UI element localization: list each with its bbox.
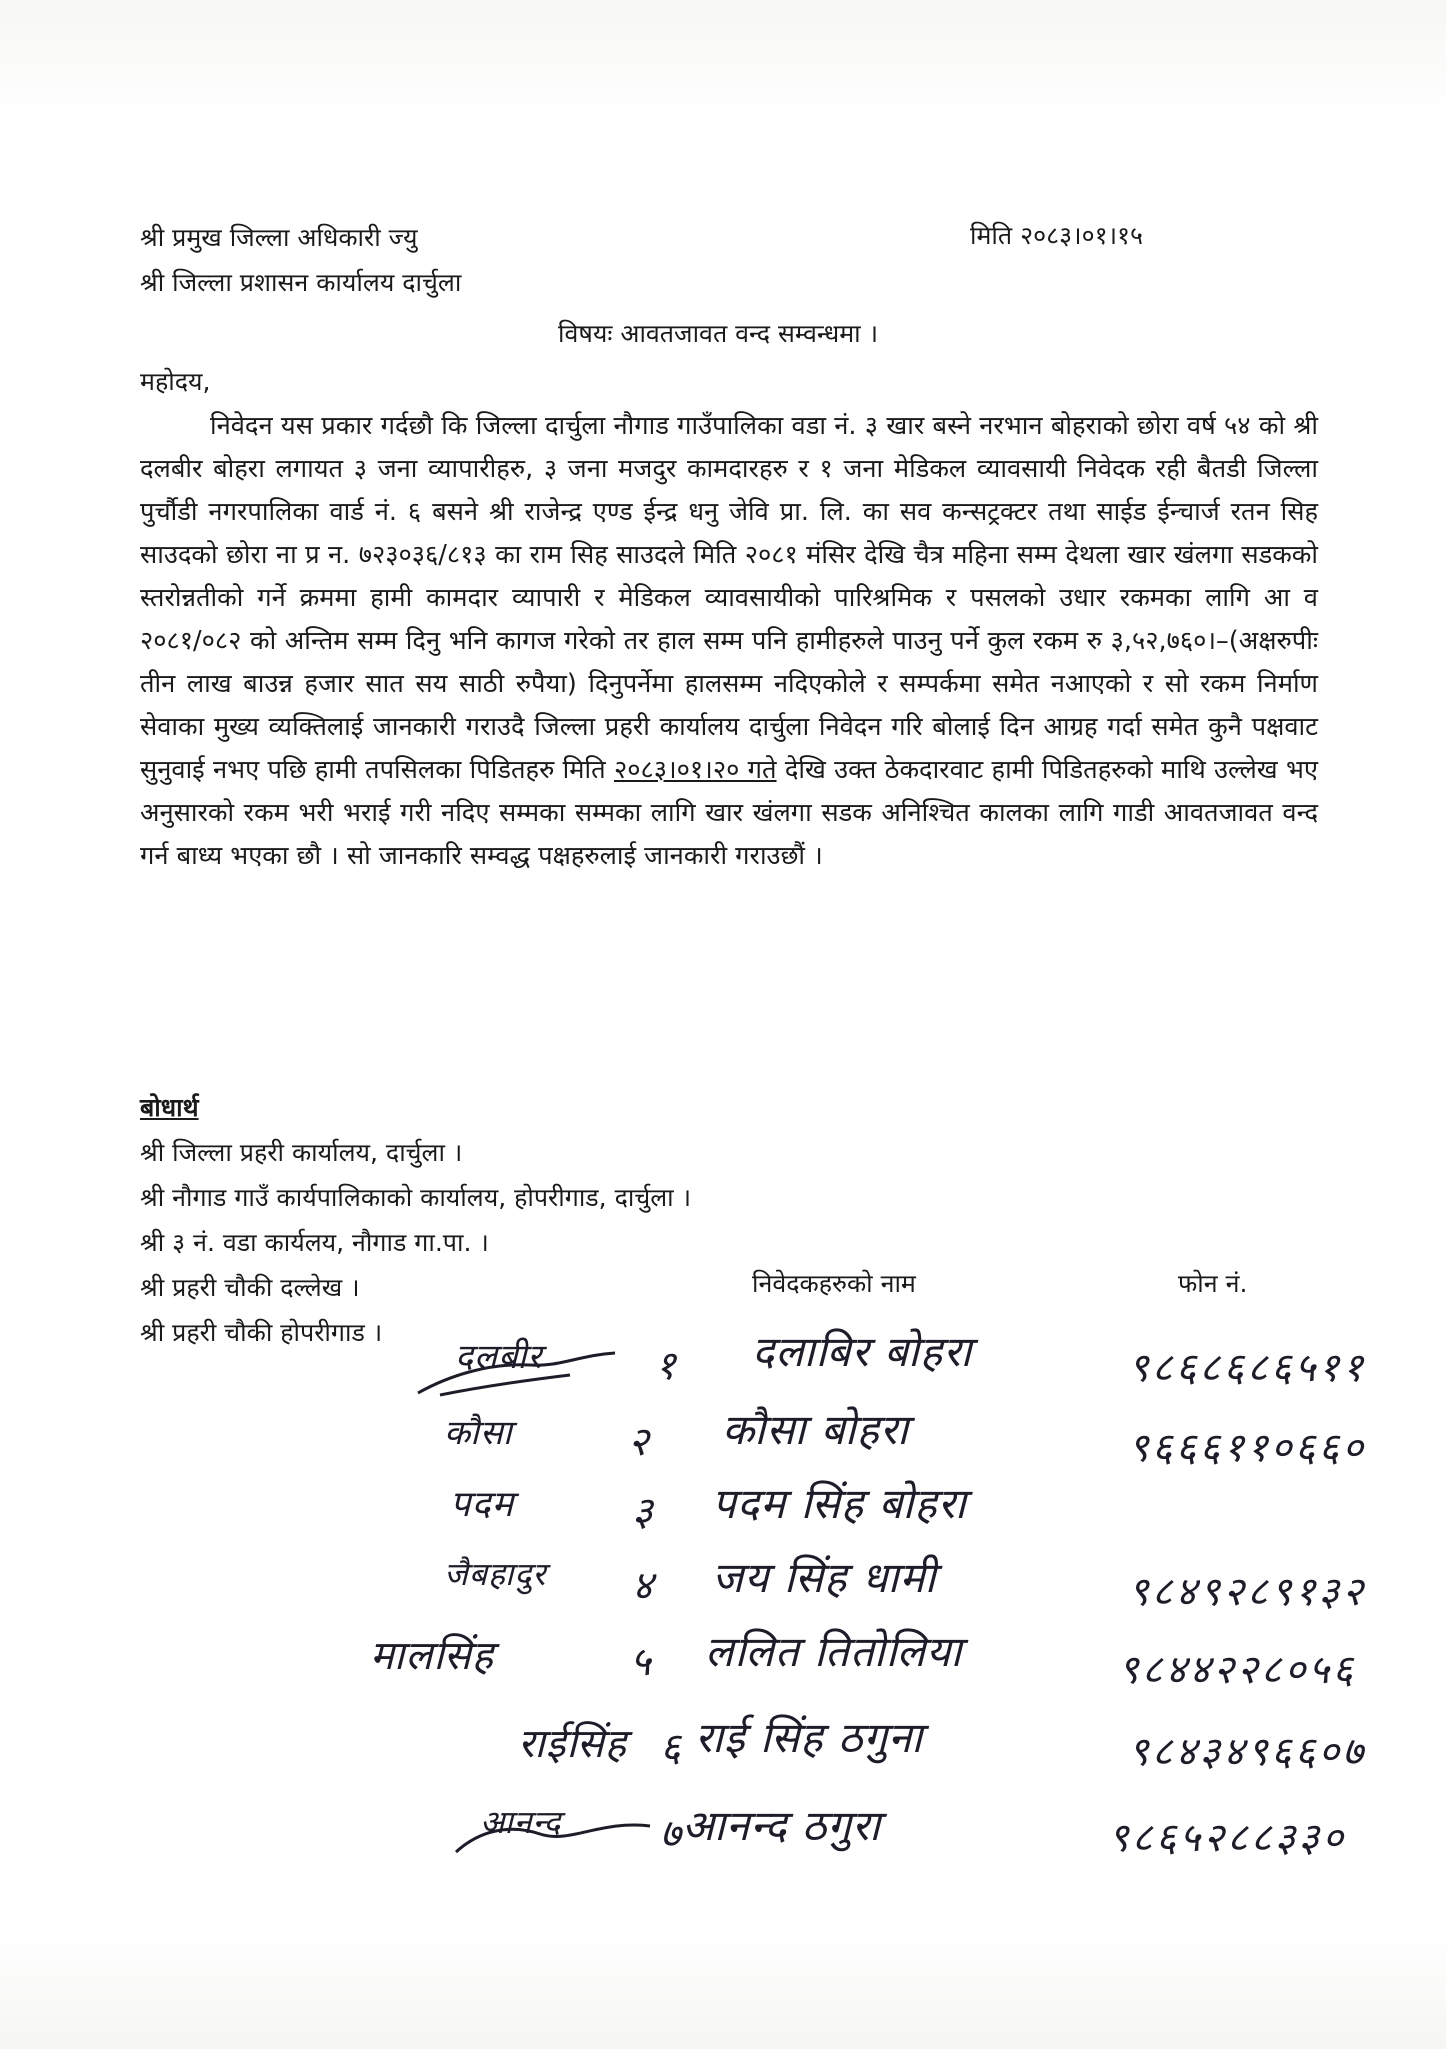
- signatory-phone: ९८४४२२८०५६: [1118, 1647, 1356, 1693]
- addressee-line-2: श्री जिल्ला प्रशासन कार्यालय दार्चुला: [140, 268, 462, 297]
- signatory-name: कौसा बोहरा: [722, 1405, 909, 1454]
- phone-column-header: फोन नं.: [1178, 1269, 1248, 1298]
- body-text-part-1: निवेदन यस प्रकार गर्दछौ कि जिल्ला दार्चुला नौगाड गाउँपालिका वडा नं. ३ खार बस्ने नरभान बोहराको छोरा वर्ष ५४ को श्री दलबीर बोहरा लगायत ३ जना व्यापारीहरु, ३ जना मजदुर कामदारहरु र १ जना मेडिकल व्यावसायी निवेदक रही बैतडी जिल्ला पुर्चौडी नगरपालिका वार्ड नं. ६ बसने श्री राजेन्द्र एण्ड ईन्द्र धनु जेवि प्रा. लि. का सव कन्सट्रक्टर तथा साईड ईन्चार्ज रतन सिह साउदको छोरा ना प्र न. ७२३०३६/८१३ का राम सिह साउदले मिति २०८१ मंसिर देखि चैत्र महिना सम्म देथला खार खंलगा सडकको स्तरोन्नतीको गर्ने क्रममा हामी कामदार व्यापारी र मेडिकल व्यावसायीको पारिश्रमिक र पसलको उधार रकमका लागि आ व २०८१/०८२ को अन्तिम सम्म दिनु भनि कागज गरेको तर हाल सम्म पनि हामीहरुले पाउनु पर्ने कुल रकम रु ३,५२,७६०।–(अक्षरुपीः तीन लाख बाउन्न हजार सात सय साठी रुपैया) दिनुपर्नेमा हालसम्म नदिएकोले र सम्पर्कमा समेत नआएको र सो रकम निर्माण सेवाका मुख्य व्यक्तिलाई जानकारी गराउदै जिल्ला प्रहरी कार्यालय दार्चुला निवेदन गरि बोलाई दिन आग्रह गर्दा समेत कुनै पक्षवाट सुनुवाई नभए पछि हामी तपसिलका पिडितहरु मिति: [140, 411, 1319, 785]
- body-paragraph: [140, 405, 1318, 878]
- row-number: ३: [632, 1489, 656, 1535]
- signature: दलबीर: [455, 1337, 543, 1377]
- subject-line: विषयः आवतजावत वन्द सम्वन्धमा ।: [558, 319, 879, 348]
- row-number: ७: [660, 1811, 684, 1857]
- row-number: ४: [632, 1563, 656, 1609]
- name-column-header: निवेदकहरुको नाम: [752, 1269, 916, 1298]
- row-number: ६: [660, 1725, 684, 1771]
- signatory-name: दलाबिर बोहरा: [752, 1327, 973, 1376]
- body-text-part-2: देखि उक्त ठेकदारवाट हामी पिडितहरुको माथि उल्लेख भए अनुसारको रकम भरी भराई गरी नदिए सम्मका सम्मका लागि खार खंलगा सडक अनिश्चित कालका लागि गाडी आवतजावत वन्द गर्न बाध्य भएका छौ । सो जानकारि सम्वद्ध पक्षहरुलाई जानकारी गराउछौं ।: [140, 755, 1318, 871]
- signatory-name: राई सिंह ठगुना: [695, 1713, 924, 1762]
- signature: कौसा: [444, 1413, 513, 1453]
- addressee-line-1: श्री प्रमुख जिल्ला अधिकारी ज्यु: [140, 223, 418, 252]
- signature: जैबहादुर: [444, 1555, 547, 1593]
- cc-item: श्री प्रहरी चौकी होपरीगाड ।: [140, 1318, 383, 1347]
- cc-item: श्री प्रहरी चौकी दल्लेख ।: [140, 1273, 360, 1302]
- signature-scribble: [410, 1335, 630, 1405]
- signatory-name: जय सिंह धामी: [712, 1553, 937, 1602]
- signatory-phone: ९६६६११०६६०: [1128, 1425, 1366, 1471]
- signatory-name: ललित तितोलिया: [705, 1627, 963, 1676]
- letter-date: मिति २०८३।०१।१५: [970, 221, 1144, 250]
- signatory-name: आनन्द ठगुरा: [682, 1801, 881, 1850]
- cc-title: बोधार्थ: [140, 1093, 199, 1122]
- signatory-name: पदम सिंह बोहरा: [712, 1479, 967, 1528]
- cc-item: श्री जिल्ला प्रहरी कार्यालय, दार्चुला ।: [140, 1138, 463, 1167]
- signature: राईसिंह: [518, 1721, 627, 1767]
- signatory-phone: ९८६५२८८३३०: [1108, 1815, 1346, 1861]
- cc-list: [140, 1085, 691, 1355]
- row-number: १: [655, 1343, 679, 1389]
- blockade-start-date: २०८३।०१।२० गते: [613, 755, 777, 785]
- row-number: २: [628, 1419, 652, 1465]
- signature: आनन्द: [480, 1803, 562, 1841]
- row-number: ५: [630, 1639, 654, 1685]
- cc-item: श्री नौगाड गाउँ कार्यपालिकाको कार्यालय, होपरीगाड, दार्चुला ।: [140, 1183, 692, 1212]
- signatory-phone: ९८४९२८९१३२: [1128, 1569, 1366, 1615]
- signature-scribble: [450, 1800, 660, 1860]
- signatory-phone: ९८४३४९६६०७: [1128, 1729, 1366, 1775]
- signatory-phone: ९८६८६८६५११: [1128, 1345, 1366, 1391]
- signature: पदम: [450, 1484, 515, 1525]
- signature: मालसिंह: [370, 1633, 495, 1679]
- salutation: महोदय,: [140, 367, 211, 396]
- cc-item: श्री ३ नं. वडा कार्यलय, नौगाड गा.पा. ।: [140, 1228, 489, 1257]
